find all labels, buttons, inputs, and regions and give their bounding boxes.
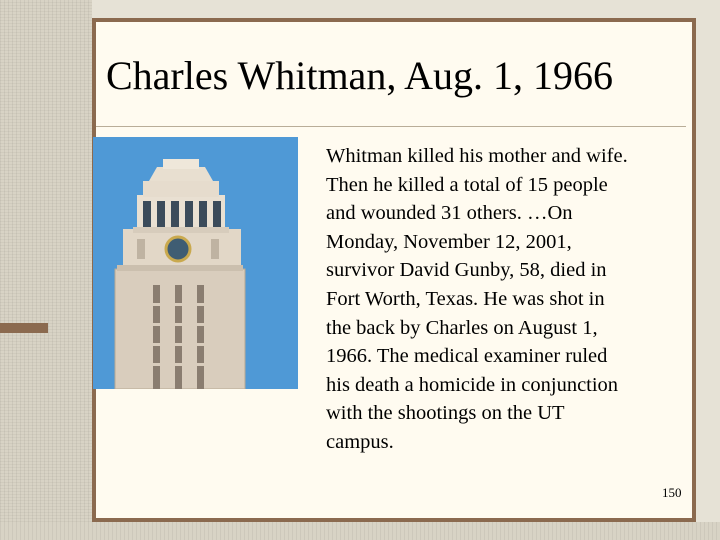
body-line: and wounded 31 others. …On — [326, 202, 573, 225]
body-line: 1966. The medical examiner ruled — [326, 345, 608, 368]
body-line: Monday, November 12, 2001, — [326, 230, 572, 253]
decorative-accent-bar — [0, 323, 48, 333]
body-line: campus. — [326, 430, 394, 453]
ut-tower-photo — [93, 137, 298, 389]
slide-title: Charles Whitman, Aug. 1, 1966 — [106, 53, 613, 98]
body-line: his death a homicide in conjunction — [326, 373, 619, 396]
body-line: Whitman killed his mother and wife. — [326, 145, 628, 167]
body-line: Fort Worth, Texas. He was shot in — [326, 287, 605, 310]
background-texture-bottom — [0, 522, 720, 540]
slide-body-text — [326, 142, 686, 457]
background-texture-left — [0, 0, 92, 540]
title-divider — [96, 126, 686, 127]
body-line: Then he killed a total of 15 people — [326, 173, 608, 196]
body-line: the back by Charles on August 1, — [326, 316, 598, 339]
body-line: survivor David Gunby, 58, died in — [326, 259, 607, 282]
body-line: with the shootings on the UT — [326, 402, 565, 425]
tower-illustration — [93, 137, 298, 389]
page-number: 150 — [662, 485, 682, 500]
